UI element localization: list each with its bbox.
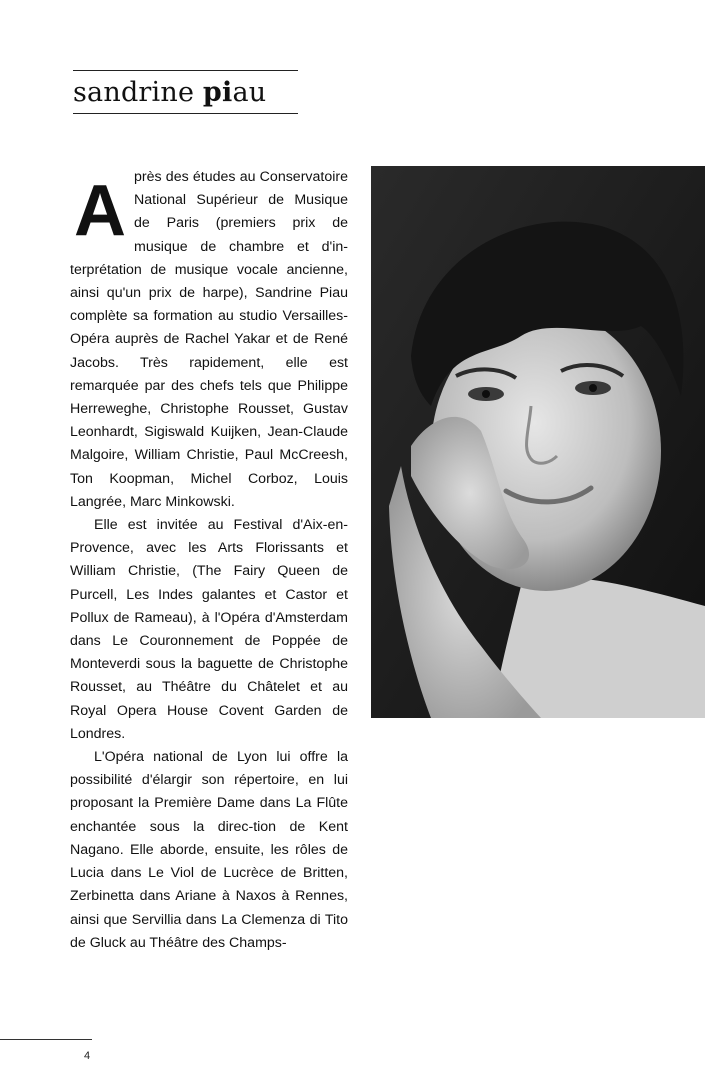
title-part-first: sandrine [73, 77, 203, 108]
portrait-illustration [371, 166, 705, 718]
page-title [73, 77, 298, 109]
title-part-last: au [232, 77, 267, 108]
title-part-bold: pi [202, 77, 233, 108]
paragraph-1-text: près des études au Conservatoire National Supérieur de Musique de Paris (premiers prix de musique de chambre et d'in-terprétation de musique vocale ancienne, ainsi qu'un prix de harpe), Sandrine Piau complète sa formation au studio Versailles-Opéra auprès de Rachel Yakar et de René Jacobs. Très rapidement, elle est remarquée par des chefs tels que Philippe Herreweghe, Christophe Rousset, Gustav Leonhardt, Sigiswald Kuijken, Jean-Claude Malgoire, William Christie, Paul McCreesh, Ton Koopman, Michel Corboz, Louis Langrée, Marc Minkowski. [70, 169, 348, 510]
drop-cap: A [74, 171, 126, 251]
page-number: 4 [84, 1050, 91, 1062]
footer-rule [0, 1039, 92, 1040]
title-block [73, 70, 298, 114]
paragraph-2: Elle est invitée au Festival d'Aix-en-Provence, avec les Arts Florissants et William Christie, (The Fairy Queen de Purcell, Les Indes galantes et Castor et Pollux de Rameau), à l'Opéra d'Amsterdam dans Le Couronnement de Poppée de Monteverdi sous la baguette de Christophe Rousset, au Théâtre du Châtelet et au Royal Opera House Covent Garden de Londres. [70, 517, 348, 742]
article-body [70, 166, 348, 955]
paragraph-3: L'Opéra national de Lyon lui offre la possibilité d'élargir son répertoire, en lui proposant la Première Dame dans La Flûte enchantée sous la direc-tion de Kent Nagano. Elle aborde, ensuite, les rôles de Lucia dans Le Viol de Lucrèce de Britten, Zerbinetta dans Ariane à Naxos à Rennes, ainsi que Servillia dans La Clemenza di Tito de Gluck au Théâtre des Champs- [70, 749, 348, 951]
paragraph-1 [70, 166, 348, 514]
portrait-photo [371, 166, 705, 718]
